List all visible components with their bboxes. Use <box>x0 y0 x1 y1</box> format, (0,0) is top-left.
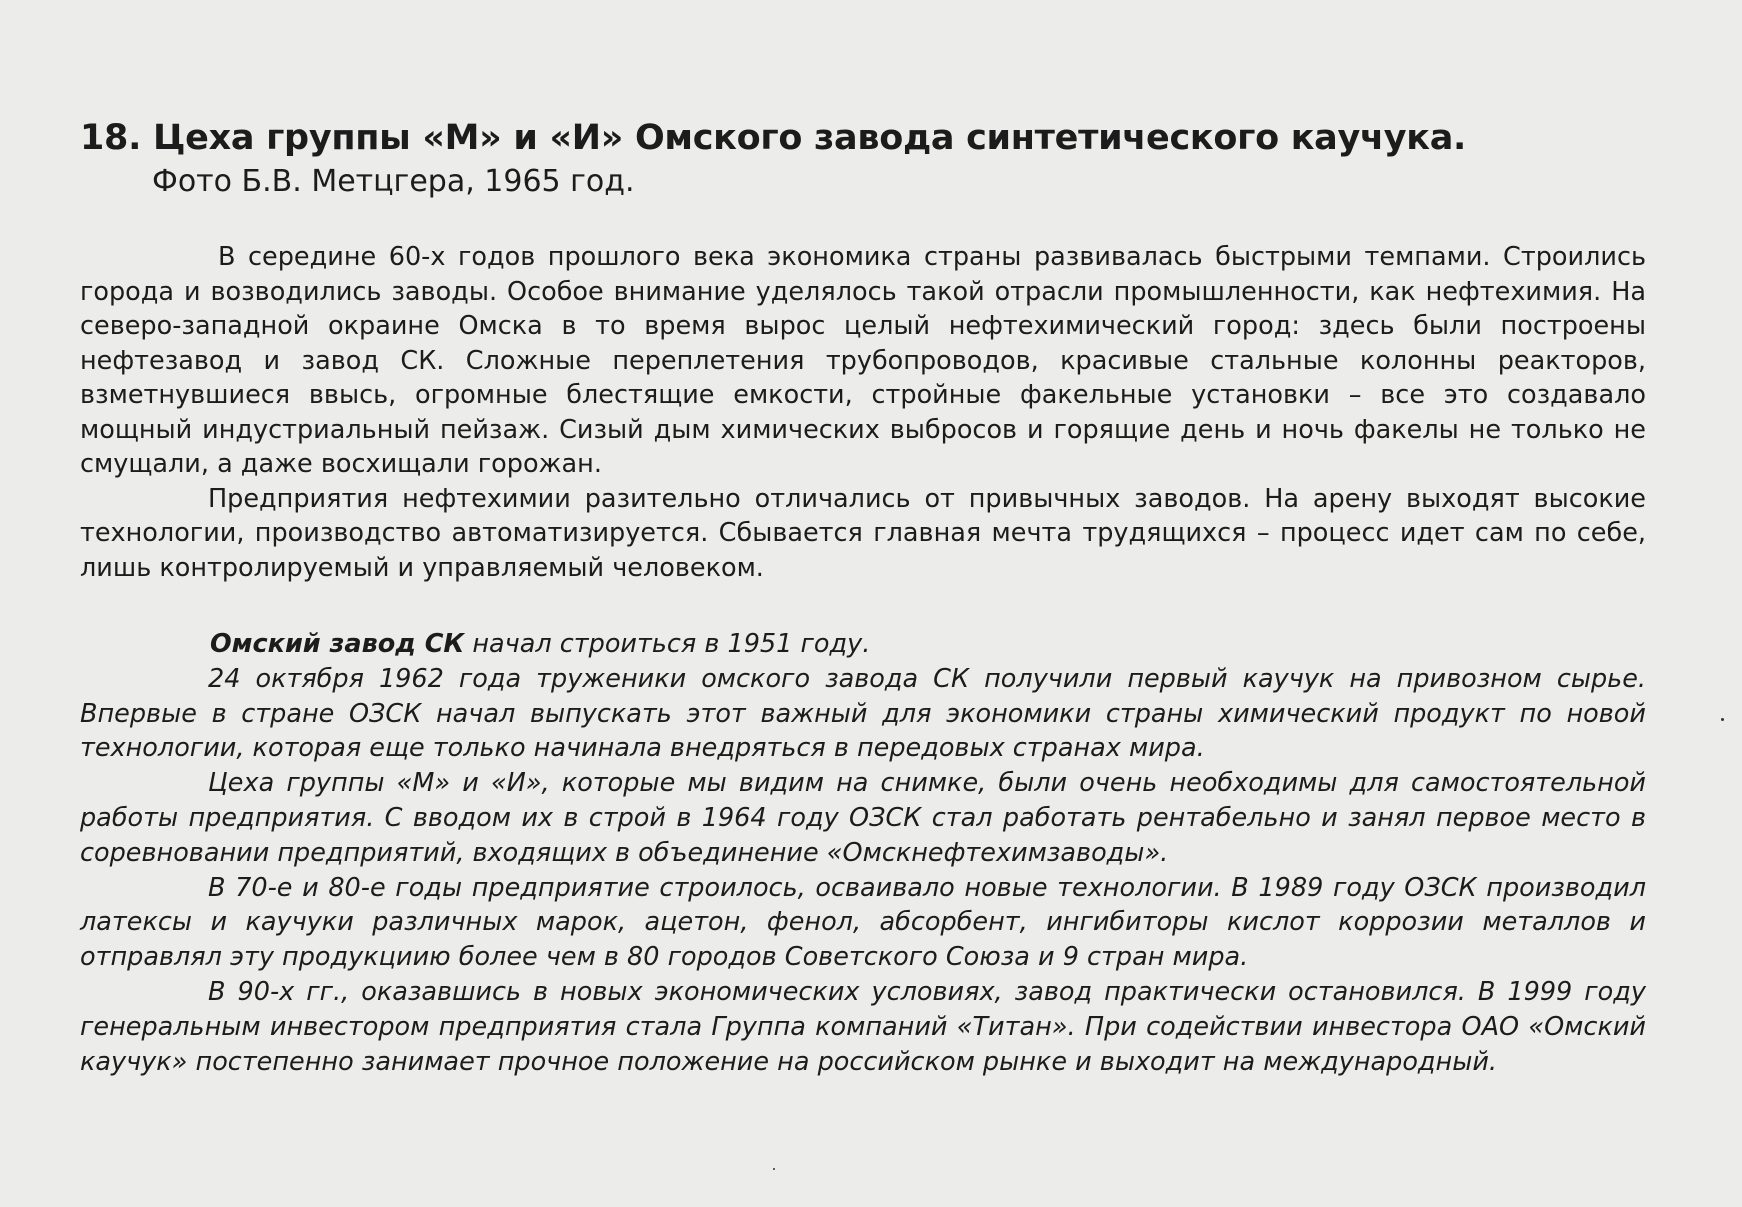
history-lead-paragraph <box>80 627 1646 662</box>
photo-caption: Фото Б.В. Метцгера, 1965 год. <box>152 164 635 199</box>
paper-speck <box>773 1168 775 1170</box>
history-lead-text: начал строиться в 1951 году. <box>464 629 871 659</box>
page-title: 18. Цеха группы «М» и «И» Омского завода синтетического каучука. <box>80 118 1467 158</box>
paper-speck <box>1721 718 1724 721</box>
history-section <box>80 627 1646 1079</box>
history-paragraph-2: 24 октября 1962 года труженики омского завода СК получили первый каучук на привозном сырье. Впервые в стране ОЗСК начал выпускать этот важный для экономики страны химический продукт по новой технологии, которая еще только начинала внедряться в передовых странах мира. <box>80 663 1646 764</box>
intro-paragraph-2: Предприятия нефтехимии разительно отличались от привычных заводов. На арену выходят высокие технологии, производство автоматизируется. Сбывается главная мечта трудящихся – процесс идет сам по себе, лишь контролируемый и управляемый человеком. <box>80 483 1646 583</box>
history-paragraph-5: В 90-х гг., оказавшись в новых экономических условиях, завод практически остановился. В 1999 году генеральным инвестором предприятия стала Группа компаний «Титан». При содействии инвестора ОАО «Омский каучук» постепенно занимает прочное положение на российском рынке и выходит на международный. <box>80 976 1646 1077</box>
intro-paragraph-1: В середине 60-х годов прошлого века экономика страны развивалась быстрыми темпами. Строились города и возводились заводы. Особое внимание уделялось такой отрасли промышленности, как нефтехимия. На северо-западной окраине Омска в то время вырос целый нефтехимический город: здесь были построены нефтезавод и завод СК. Сложные переплетения трубопроводов, красивые стальные колонны реакторов, взметнувшиеся ввысь, огромные блестящие емкости, стройные факельные установки – все это создавало мощный индустриальный пейзаж. Сизый дым химических выбросов и горящие день и ночь факелы не только не смущали, а даже восхищали горожан. <box>80 242 1646 479</box>
history-paragraph-4: В 70-е и 80-е годы предприятие строилось, осваивало новые технологии. В 1989 году ОЗСК производил латексы и каучуки различных марок, ацетон, фенол, абсорбент, ингибиторы кислот коррозии металлов и отправлял эту продукциию более чем в 80 городов Советского Союза и 9 стран мира. <box>80 872 1646 973</box>
intro-section <box>80 240 1646 585</box>
factory-name: Омский завод СК <box>210 629 465 659</box>
history-paragraph-3: Цеха группы «М» и «И», которые мы видим на снимке, были очень необходимы для самостоятельной работы предприятия. С вводом их в строй в 1964 году ОЗСК стал работать рентабельно и занял первое место в соревновании предприятий, входящих в объединение «Омскнефтехимзаводы». <box>80 768 1646 868</box>
